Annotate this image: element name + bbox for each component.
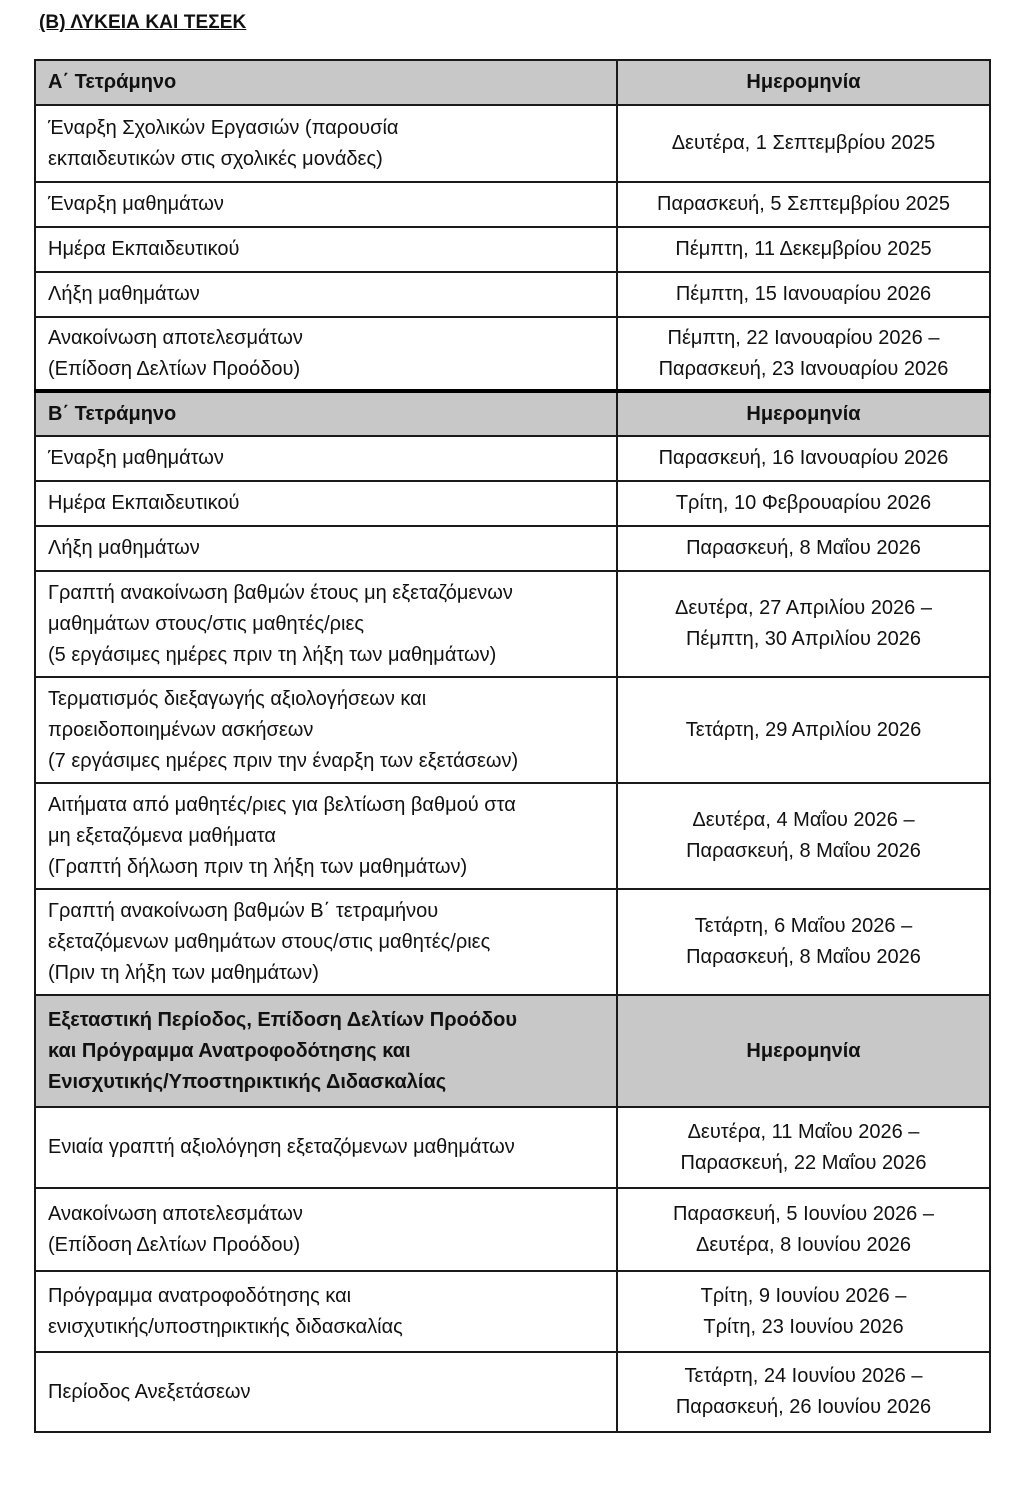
text-line: Τετάρτη, 6 Μαΐου 2026 – <box>694 915 913 937</box>
table-row <box>35 1352 990 1432</box>
date-column-header: Ημερομηνία <box>617 391 990 436</box>
text-line: Ενιαία γραπτή αξιολόγηση εξεταζόμενων μαθημάτων <box>48 1136 515 1158</box>
text-line: Περίοδος Ανεξετάσεων <box>48 1380 251 1403</box>
text-line: και Πρόγραμμα Ανατροφοδότησης και <box>48 1039 411 1062</box>
event-cell <box>35 1107 617 1188</box>
section-header-row <box>35 995 990 1107</box>
text-line: Β΄ Τετράμηνο <box>48 402 177 425</box>
date-cell <box>617 571 990 677</box>
table-row <box>35 1271 990 1352</box>
text-line: Παρασκευή, 8 Μαΐου 2026 <box>686 537 921 559</box>
text-line: Πέμπτη, 30 Απριλίου 2026 <box>685 628 922 650</box>
table-row <box>35 436 990 481</box>
text-line: Έναρξη Σχολικών Εργασιών (παρουσία <box>48 116 399 139</box>
event-cell <box>35 1271 617 1352</box>
table-row <box>35 1107 990 1188</box>
date-column-header: Ημερομηνία <box>617 60 990 105</box>
text-line: προειδοποιημένων ασκήσεων <box>48 718 314 741</box>
text-line: (7 εργάσιμες ημέρες πριν την έναρξη των εξετάσεων) <box>48 749 519 772</box>
text-line: Δευτέρα, 8 Ιουνίου 2026 <box>696 1233 911 1256</box>
date-cell <box>617 1352 990 1432</box>
date-cell <box>617 105 990 182</box>
text-line: Ανακοίνωση αποτελεσμάτων <box>48 326 303 349</box>
text-line: ενισχυτικής/υποστηρικτικής διδασκαλίας <box>48 1315 403 1338</box>
event-cell <box>35 227 617 272</box>
table-row <box>35 317 990 391</box>
text-line: Έναρξη μαθημάτων <box>48 447 224 469</box>
event-cell <box>35 1188 617 1271</box>
event-cell <box>35 1352 617 1432</box>
text-line: (Γραπτή δήλωση πριν τη λήξη των μαθημάτων) <box>48 855 468 878</box>
table-row <box>35 481 990 526</box>
text-line: Δευτέρα, 1 Σεπτεμβρίου 2025 <box>671 132 936 154</box>
text-line: Δευτέρα, 4 Μαΐου 2026 – <box>692 809 915 831</box>
date-cell <box>617 889 990 995</box>
text-line: μαθημάτων στους/στις μαθητές/ριες <box>48 612 365 635</box>
text-line: (Πριν τη λήξη των μαθημάτων) <box>48 961 319 984</box>
text-line: Παρασκευή, 8 Μαΐου 2026 <box>686 840 921 862</box>
event-cell <box>35 677 617 783</box>
text-line: Παρασκευή, 5 Ιουνίου 2026 – <box>673 1202 934 1225</box>
date-cell <box>617 783 990 889</box>
text-line: Τετάρτη, 24 Ιουνίου 2026 – <box>684 1365 923 1387</box>
text-line: (Επίδοση Δελτίων Προόδου) <box>48 357 301 380</box>
text-line: Εξεταστική Περίοδος, Επίδοση Δελτίων Προόδου <box>48 1008 517 1031</box>
text-line: Τρίτη, 9 Ιουνίου 2026 – <box>700 1284 907 1307</box>
text-line: Λήξη μαθημάτων <box>48 537 200 559</box>
event-cell <box>35 182 617 227</box>
event-cell <box>35 317 617 391</box>
text-line: Δευτέρα, 11 Μαΐου 2026 – <box>687 1120 920 1143</box>
date-cell <box>617 1271 990 1352</box>
text-line: Τερματισμός διεξαγωγής αξιολογήσεων και <box>48 687 427 710</box>
text-line: Α΄ Τετράμηνο <box>48 71 177 93</box>
event-cell <box>35 272 617 317</box>
text-line: (Επίδοση Δελτίων Προόδου) <box>48 1233 301 1256</box>
text-line: Τετάρτη, 29 Απριλίου 2026 <box>685 718 922 741</box>
text-line: Παρασκευή, 22 Μαΐου 2026 <box>680 1151 927 1174</box>
school-calendar-table <box>34 59 991 1433</box>
event-cell <box>35 526 617 571</box>
date-cell <box>617 677 990 783</box>
text-line: Πρόγραμμα ανατροφοδότησης και <box>48 1284 352 1307</box>
page-heading: (Β) ΛΥΚΕΙΑ ΚΑΙ ΤΕΣΕΚ <box>39 12 247 33</box>
table-row <box>35 571 990 677</box>
text-line: Ημέρα Εκπαιδευτικού <box>48 492 240 514</box>
date-cell <box>617 317 990 391</box>
event-cell <box>35 783 617 889</box>
table-row <box>35 182 990 227</box>
date-cell <box>617 481 990 526</box>
event-cell <box>35 889 617 995</box>
text-line: Γραπτή ανακοίνωση βαθμών Β΄ τετραμήνου <box>48 899 439 922</box>
date-column-header: Ημερομηνία <box>617 995 990 1107</box>
section-title <box>35 60 617 105</box>
table-row <box>35 272 990 317</box>
date-cell <box>617 1107 990 1188</box>
date-cell <box>617 272 990 317</box>
table-row <box>35 526 990 571</box>
section-title <box>35 391 617 436</box>
text-line: Λήξη μαθημάτων <box>48 283 200 305</box>
text-line: Αιτήματα από μαθητές/ριες για βελτίωση βαθμού στα <box>48 793 516 816</box>
text-line: Γραπτή ανακοίνωση βαθμών έτους μη εξεταζόμενων <box>48 581 513 604</box>
event-cell <box>35 436 617 481</box>
text-line: Πέμπτη, 22 Ιανουαρίου 2026 – <box>667 326 940 349</box>
table-row <box>35 1188 990 1271</box>
text-line: εκπαιδευτικών στις σχολικές μονάδες) <box>48 147 383 170</box>
text-line: μη εξεταζόμενα μαθήματα <box>48 824 276 847</box>
text-line: Ημέρα Εκπαιδευτικού <box>48 238 240 260</box>
text-line: Παρασκευή, 26 Ιουνίου 2026 <box>675 1396 932 1418</box>
text-line: (5 εργάσιμες ημέρες πριν τη λήξη των μαθημάτων) <box>48 643 497 666</box>
text-line: Παρασκευή, 23 Ιανουαρίου 2026 <box>658 357 949 380</box>
text-line: εξεταζόμενων μαθημάτων στους/στις μαθητές/ριες <box>48 930 491 953</box>
date-cell <box>617 526 990 571</box>
text-line: Ενισχυτικής/Υποστηρικτικής Διδασκαλίας <box>48 1070 447 1093</box>
event-cell <box>35 571 617 677</box>
text-line: Ανακοίνωση αποτελεσμάτων <box>48 1202 303 1225</box>
table-row <box>35 783 990 889</box>
section-header-row <box>35 60 990 105</box>
section-header-row <box>35 391 990 436</box>
date-cell <box>617 227 990 272</box>
date-cell <box>617 1188 990 1271</box>
text-line: Έναρξη μαθημάτων <box>48 193 224 215</box>
date-cell <box>617 182 990 227</box>
section-title <box>35 995 617 1107</box>
date-cell <box>617 436 990 481</box>
event-cell <box>35 481 617 526</box>
text-line: Παρασκευή, 16 Ιανουαρίου 2026 <box>658 447 949 469</box>
text-line: Πέμπτη, 11 Δεκεμβρίου 2025 <box>675 238 932 260</box>
table-row <box>35 105 990 182</box>
event-cell <box>35 105 617 182</box>
table-row <box>35 677 990 783</box>
text-line: Τρίτη, 10 Φεβρουαρίου 2026 <box>675 492 932 514</box>
text-line: Πέμπτη, 15 Ιανουαρίου 2026 <box>675 283 932 305</box>
text-line: Τρίτη, 23 Ιουνίου 2026 <box>703 1315 904 1338</box>
table-row <box>35 227 990 272</box>
text-line: Παρασκευή, 5 Σεπτεμβρίου 2025 <box>657 193 950 215</box>
text-line: Παρασκευή, 8 Μαΐου 2026 <box>686 946 921 968</box>
text-line: Δευτέρα, 27 Απριλίου 2026 – <box>675 597 932 619</box>
table-row <box>35 889 990 995</box>
